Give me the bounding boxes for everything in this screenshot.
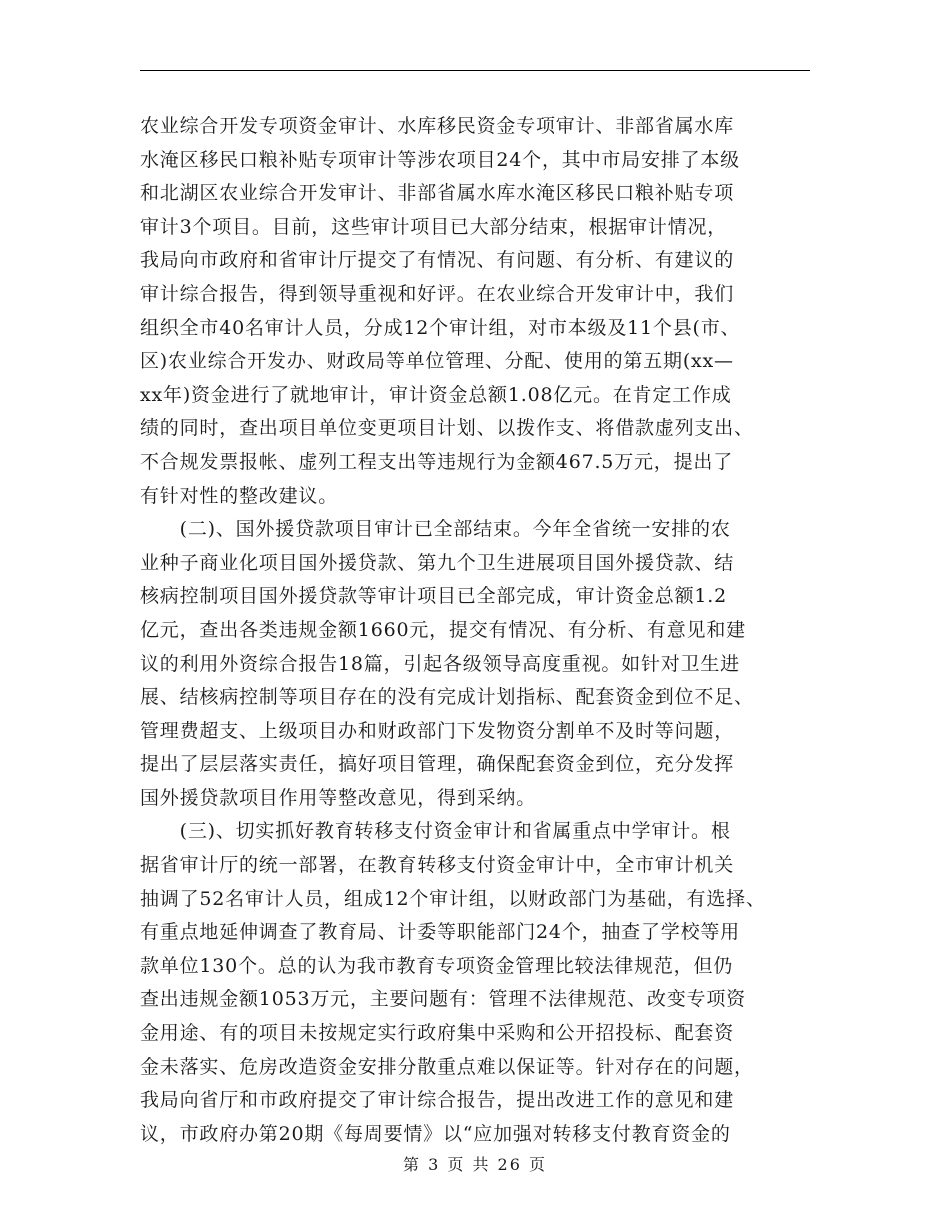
text-line: 提出了层层落实责任，搞好项目管理，确保配套资金到位，充分发挥 <box>140 753 735 776</box>
text-line: 农业综合开发专项资金审计、水库移民资金专项审计、非部省属水库 <box>140 115 735 137</box>
text-line: 抽调了52名审计人员，组成12个审计组，以财政部门为基础，有选择、 <box>140 887 766 910</box>
header-rule <box>140 70 810 71</box>
text-line: 金用途、有的项目未按规定实行政府集中采购和公开招投标、配套资 <box>140 1022 735 1045</box>
text-line: 我局向市政府和省审计厅提交了有情况、有问题、有分析、有建议的 <box>140 249 735 272</box>
text-line: (三)、切实抓好教育转移支付资金审计和省属重点中学审计。根 <box>140 820 731 843</box>
text-line: 绩的同时，查出项目单位变更项目计划、以拨作支、将借款虚列支出、 <box>140 417 754 440</box>
text-line: (二)、国外援贷款项目审计已全部结束。今年全省统一安排的农 <box>140 518 731 541</box>
text-line: 金未落实、危房改造资金安排分散重点难以保证等。针对存在的问题， <box>140 1055 754 1078</box>
text-line: 我局向省厅和市政府提交了审计综合报告，提出改进工作的意见和建 <box>140 1089 735 1112</box>
text-line: 审计综合报告，得到领导重视和好评。在农业综合开发审计中，我们 <box>140 282 735 305</box>
text-line: 查出违规金额1053万元，主要问题有：管理不法律规范、改变专项资 <box>140 988 746 1011</box>
text-line: xx年)资金进行了就地审计，审计资金总额1.08亿元。在肯定工作成 <box>140 383 732 406</box>
text-line: 不合规发票报帐、虚列工程支出等违规行为金额467.5万元，提出了 <box>140 450 733 473</box>
text-line: 组织全市40名审计人员，分成12个审计组，对市本级及11个县(市、 <box>140 316 741 339</box>
text-line: 议，市政府办第20期《每周要情》以“应加强对转移支付教育资金的 <box>140 1122 731 1145</box>
text-line: 水淹区移民口粮补贴专项审计等涉农项目24个，其中市局安排了本级 <box>140 148 740 171</box>
text-line: 有针对性的整改建议。 <box>140 484 339 507</box>
text-line: 展、结核病控制等项目存在的没有完成计划指标、配套资金到位不足、 <box>140 686 754 709</box>
text-line: 区)农业综合开发办、财政局等单位管理、分配、使用的第五期(xx— <box>140 350 734 373</box>
text-line: 亿元，查出各类违规金额1660元，提交有情况、有分析、有意见和建 <box>140 618 746 641</box>
document-body <box>140 110 820 1151</box>
text-line: 和北湖区农业综合开发审计、非部省属水库水淹区移民口粮补贴专项 <box>140 182 735 205</box>
text-line: 有重点地延伸调查了教育局、计委等职能部门24个，抽查了学校等用 <box>140 921 740 944</box>
text-line: 据省审计厅的统一部署，在教育转移支付资金审计中，全市审计机关 <box>140 854 735 877</box>
text-line: 国外援贷款项目作用等整改意见，得到采纳。 <box>140 786 537 809</box>
text-line: 审计3个项目。目前，这些审计项目已大部分结束，根据审计情况， <box>140 215 728 238</box>
text-line: 管理费超支、上级项目办和财政部门下发物资分割单不及时等问题， <box>140 719 735 742</box>
text-line: 核病控制项目国外援贷款等审计项目已全部完成，审计资金总额1.2 <box>140 585 728 608</box>
text-line: 议的利用外资综合报告18篇，引起各级领导高度重视。如针对卫生进 <box>140 652 740 675</box>
text-line: 业种子商业化项目国外援贷款、第九个卫生进展项目国外援贷款、结 <box>140 551 735 574</box>
text-line: 款单位130个。总的认为我市教育专项资金管理比较法律规范，但仍 <box>140 954 734 977</box>
page-number-footer: 第 3 页 共 26 页 <box>403 1155 547 1174</box>
